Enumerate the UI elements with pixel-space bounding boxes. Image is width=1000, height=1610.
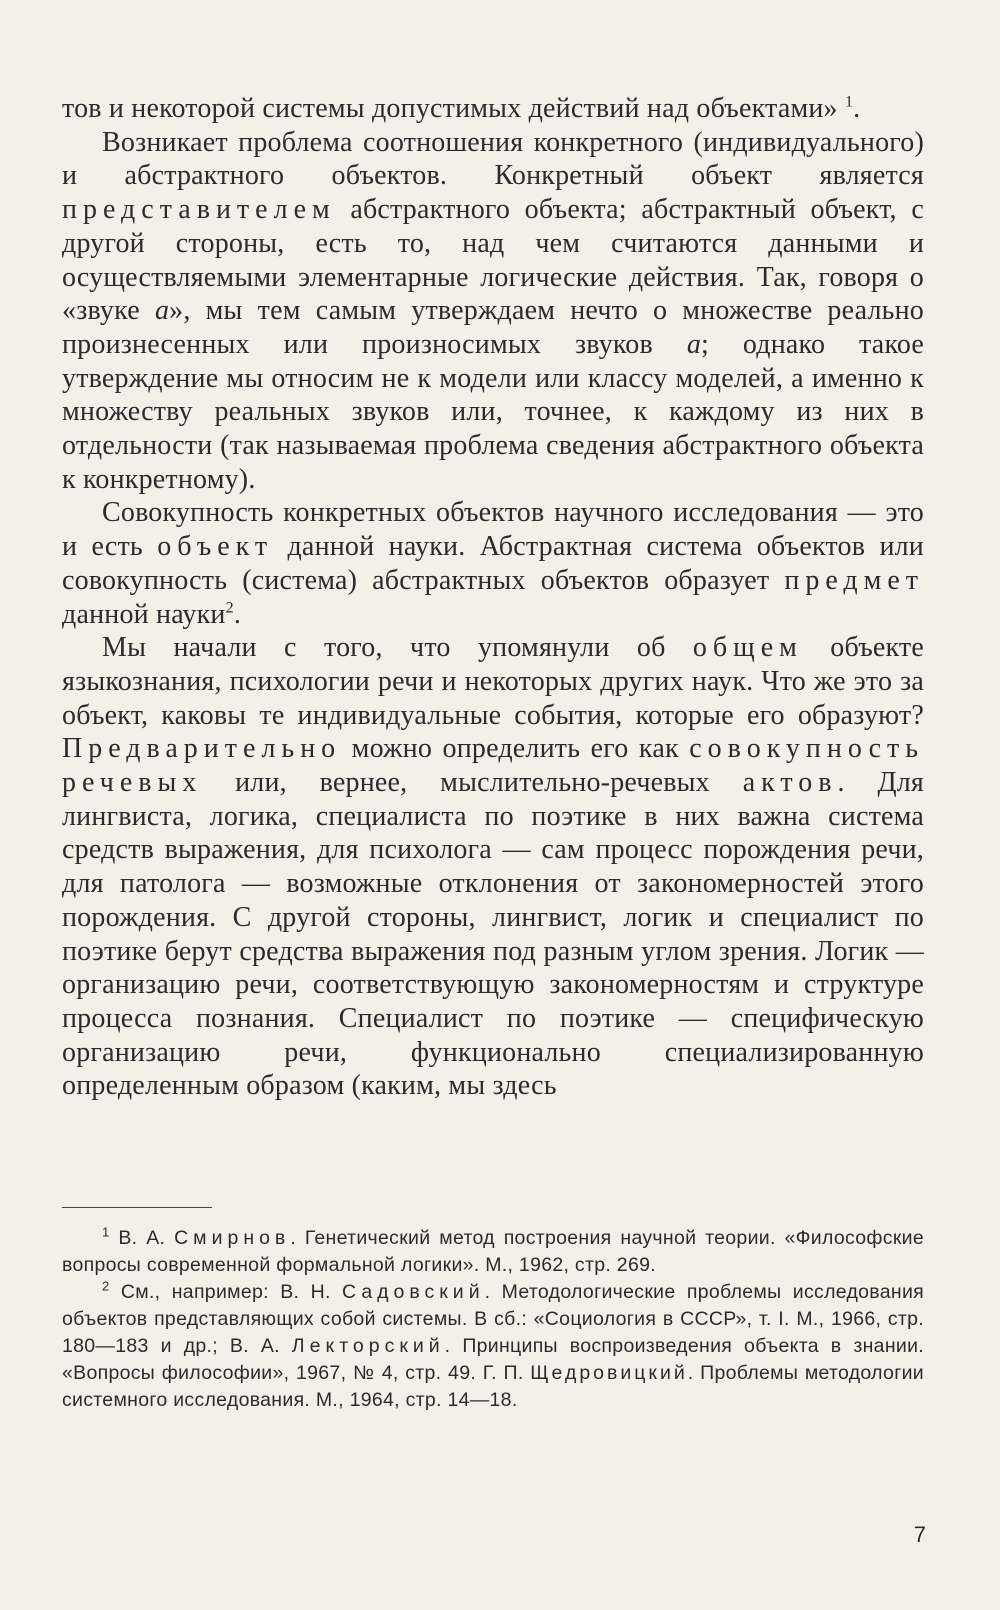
paragraph-text: объекте языкознания, психологии речи и некоторых других наук. Что же это за объект, каковы те индивидуальные события, которые его образуют? — [62, 632, 924, 731]
paragraph-text: ; однако такое утверждение мы относим не к модели или классу моделей, а именно к множеству реальных звуков или, точнее, к каждому из них в отдельности (так называемая проблема сведения абстрактного объекта к конкретному). — [62, 328, 924, 495]
italic-letter: а — [154, 295, 170, 327]
italic-letter: а — [686, 328, 702, 360]
footnote-text: . Проблемы методологии системного исследования. М., 1964, стр. 14—18. — [62, 1362, 924, 1411]
paragraph-text: данной науки — [62, 598, 226, 630]
paragraph-4 — [62, 631, 924, 1103]
paragraph-text: можно определить его как — [341, 733, 690, 765]
paragraph-text: Возникает проблема соотношения конкретного (индивидуального) и абстрактного объектов. Конкретный объект является — [62, 126, 924, 192]
page-number: 7 — [913, 1522, 926, 1547]
spaced-emphasis: Предварительно — [62, 733, 342, 765]
spaced-emphasis: совокупность речевых — [62, 733, 924, 799]
spaced-emphasis: актов — [742, 767, 838, 799]
paragraph-text: тов и некоторой системы допустимых действий над объектами» — [62, 93, 845, 124]
footnote-text: . Принципы воспроизведения объекта в знании. «Вопросы философии», 1967, № 4, стр. 49. Г. П. — [62, 1335, 924, 1384]
paragraph-text: или, вернее, мыслительно-речевых — [202, 767, 743, 799]
paragraph-text: . — [853, 93, 861, 124]
footnote-ref-2: 2 — [225, 599, 234, 617]
paragraph-text: Совокупность конкретных объектов научного исследования — это и есть — [62, 497, 924, 563]
paragraph-3 — [62, 496, 924, 631]
footnote-divider — [62, 1207, 212, 1208]
footnote-text: См., например: В. Н. — [109, 1281, 343, 1303]
spaced-emphasis: общем — [692, 632, 803, 664]
footnote-2 — [62, 1279, 924, 1414]
spaced-emphasis: представителем — [62, 194, 336, 226]
main-text — [62, 92, 924, 1103]
spaced-emphasis: предмет — [784, 564, 924, 596]
footnotes — [62, 1225, 924, 1414]
footnote-1 — [62, 1225, 924, 1279]
paragraph-text: . — [233, 598, 242, 630]
footnote-text: . Методологические проблемы исследования объектов представляющих собой системы. В сб.: «Социология в СССР», т. I. М., 1966, стр. 180—183 и др.; В. А. — [62, 1281, 924, 1357]
paragraph-text: . Для лингвиста, логика, специалиста по поэтике в них важна система средств выражения, для психолога — сам процесс порождения речи, для патолога — возможные отклонения от закономерностей этого порождения. С другой стороны, лингвист, логик и специалист по поэтике берут средства выражения под разным углом зрения. Логик — организацию речи, соответствующую закономерностям и структуре процесса познания. Специалист по поэтике — специфическую организацию речи, функционально специализированную определенным образом (каким, мы здесь — [62, 767, 924, 1102]
footnote-number: 2 — [102, 1278, 110, 1294]
footnote-number: 1 — [102, 1224, 110, 1240]
footnote-author: Щедровицкий — [530, 1362, 688, 1384]
paragraph-2 — [62, 126, 924, 497]
paragraph-text: абстрактного объекта; абстрактный объект, с другой стороны, есть то, над чем считаются данными и осуществляемыми элементарные логические действия. Так, говоря о «звуке — [62, 194, 924, 327]
paragraph-text: », мы тем самым утверждаем нечто о множестве реально произнесенных или произносимых звуков — [62, 295, 924, 360]
footnote-author: Лекторский — [291, 1335, 445, 1357]
footnote-text: В. А. — [109, 1227, 175, 1249]
footnote-text: . Генетический метод построения научной теории. «Философские вопросы современной формальной логики». М., 1962, стр. 269. — [62, 1227, 924, 1276]
footnote-ref-1: 1 — [844, 93, 854, 111]
footnote-author: Смирнов — [174, 1227, 291, 1249]
paragraph-text: данной науки. Абстрактная система объектов или совокупность (система) абстрактных объектов образует — [62, 531, 924, 596]
paragraph-text: Мы начали с того, что упомянули об — [102, 632, 693, 664]
spaced-emphasis: объект — [157, 531, 274, 563]
footnote-author: Садовский — [342, 1281, 485, 1303]
paragraph-1 — [62, 92, 924, 126]
